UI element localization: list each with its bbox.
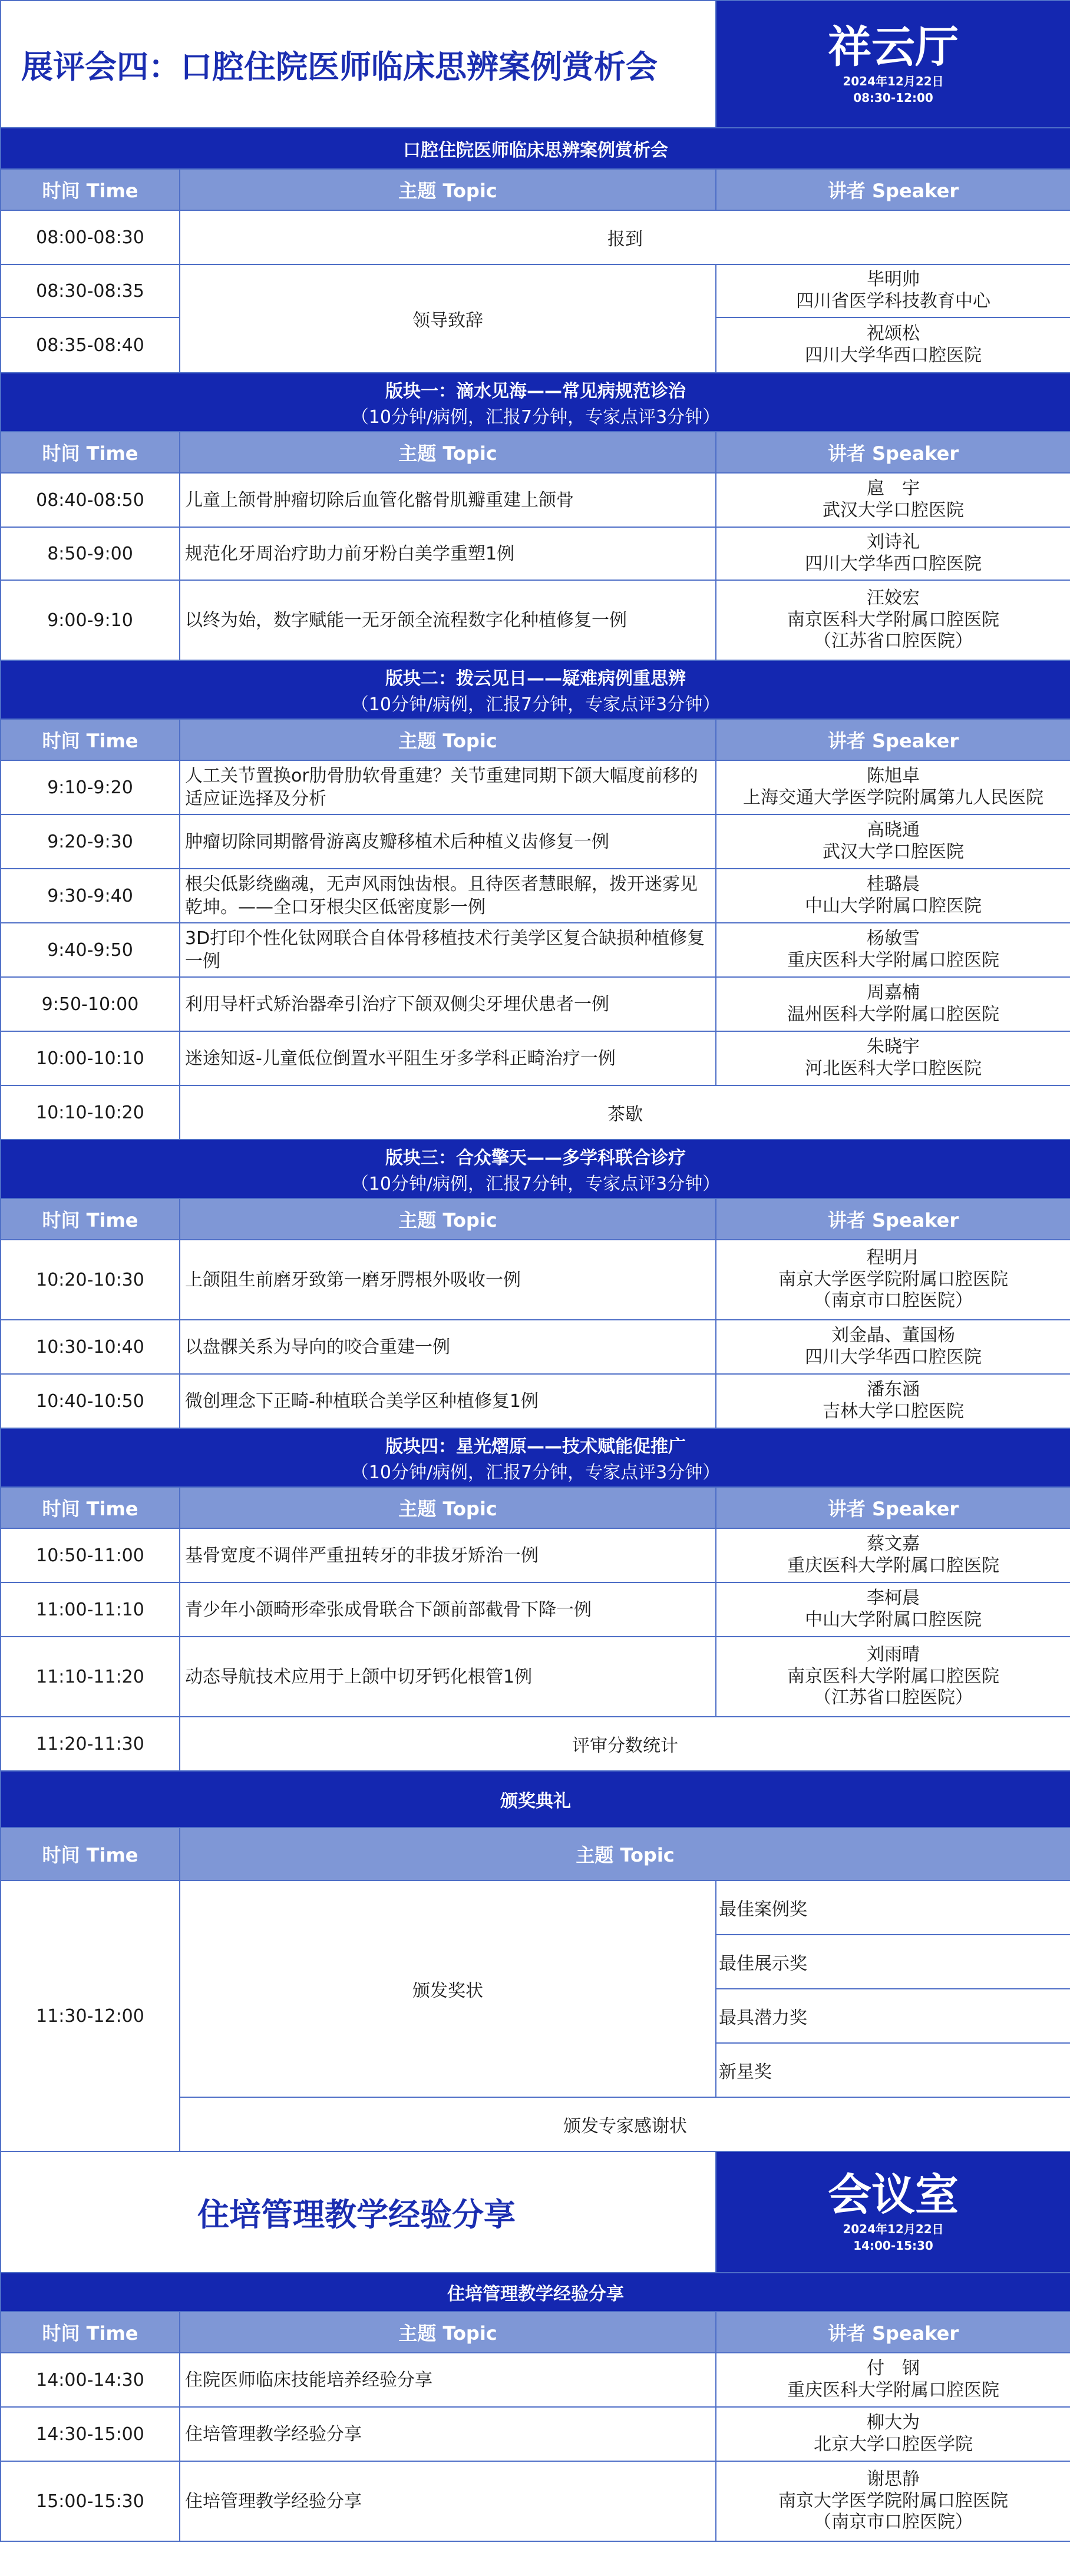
time-cell: 11:00-11:10 xyxy=(1,1582,180,1637)
awards-header-row xyxy=(1,1827,1070,1880)
time-cell: 11:20-11:30 xyxy=(1,1717,180,1771)
speaker-name: 谢思静 xyxy=(867,2469,920,2490)
venue-date: 2024年12月22日 xyxy=(843,74,944,88)
speaker-cell xyxy=(716,1031,1070,1085)
table-row xyxy=(1,869,1070,923)
speaker-affiliation: 吉林大学口腔医院 xyxy=(823,1401,964,1422)
block-2-title xyxy=(1,660,1070,719)
session-a-header xyxy=(1,1,1070,128)
column-header-row xyxy=(1,2312,1070,2353)
time-cell: 15:00-15:30 xyxy=(1,2461,180,2541)
table-row xyxy=(1,814,1070,869)
block-1-title xyxy=(1,373,1070,432)
time-cell: 9:40-9:50 xyxy=(1,923,180,977)
block-3-title xyxy=(1,1140,1070,1198)
speaker-name: 柳大为 xyxy=(867,2412,920,2433)
venue-time: 14:00-15:30 xyxy=(853,2238,933,2253)
award-topic-cell: 颁发奖状 xyxy=(180,1880,716,2097)
table-row xyxy=(1,1031,1070,1085)
table-row xyxy=(1,1085,1070,1140)
certificate-cell: 颁发专家感谢状 xyxy=(180,2097,1070,2151)
time-cell: 08:40-08:50 xyxy=(1,473,180,527)
topic-cell: 动态导航技术应用于上颌中切牙钙化根管1例 xyxy=(180,1637,716,1717)
speaker-cell xyxy=(716,317,1070,373)
topic-cell: 人工关节置换or肋骨肋软骨重建？关节重建同期下颌大幅度前移的适应证选择及分析 xyxy=(180,760,716,814)
speaker-cell xyxy=(716,1637,1070,1717)
session-b-subtitle: 住培管理教学经验分享 xyxy=(1,2273,1070,2312)
time-cell: 10:10-10:20 xyxy=(1,1085,180,1140)
topic-cell: 住院医师临床技能培养经验分享 xyxy=(180,2353,716,2407)
award-item: 最具潜力奖 xyxy=(716,1989,1070,2043)
topic-cell: 利用导杆式矫治器牵引治疗下颌双侧尖牙埋伏患者一例 xyxy=(180,977,716,1031)
time-cell: 10:20-10:30 xyxy=(1,1240,180,1320)
speaker-cell xyxy=(716,869,1070,923)
table-row xyxy=(1,1374,1070,1428)
time-cell: 14:00-14:30 xyxy=(1,2353,180,2407)
table-row xyxy=(1,1320,1070,1374)
speaker-name: 高晓通 xyxy=(867,820,920,841)
time-cell: 9:10-9:20 xyxy=(1,760,180,814)
speaker-name: 汪姣宏 xyxy=(867,588,920,609)
topic-cell: 基骨宽度不调伴严重扭转牙的非拔牙矫治一例 xyxy=(180,1528,716,1582)
speaker-affiliation: 重庆医科大学附属口腔医院 xyxy=(787,2380,999,2400)
topic-cell: 肿瘤切除同期髂骨游离皮瓣移植术后种植义齿修复一例 xyxy=(180,814,716,869)
speaker-affiliation: 温州医科大学附属口腔医院 xyxy=(787,1004,999,1025)
speaker-cell xyxy=(716,814,1070,869)
speaker-affiliation: 南京医科大学附属口腔医院 xyxy=(787,1666,999,1687)
topic-cell: 以终为始，数字赋能一无牙颌全流程数字化种植修复一例 xyxy=(180,580,716,660)
block-4-title xyxy=(1,1428,1070,1487)
venue-name: 会议室 xyxy=(828,2170,959,2221)
column-header-row xyxy=(1,1487,1070,1528)
column-header-row xyxy=(1,719,1070,760)
table-row xyxy=(1,2353,1070,2407)
time-cell: 8:50-9:00 xyxy=(1,527,180,580)
time-header: 时间 Time xyxy=(1,1827,180,1880)
speaker-cell xyxy=(716,580,1070,660)
time-cell: 08:00-08:30 xyxy=(1,210,180,264)
time-cell: 9:00-9:10 xyxy=(1,580,180,660)
time-cell: 10:00-10:10 xyxy=(1,1031,180,1085)
time-cell: 14:30-15:00 xyxy=(1,2407,180,2461)
speaker-name: 祝颂松 xyxy=(867,323,920,345)
block-note: （10分钟/病例，汇报7分钟，专家点评3分钟） xyxy=(351,1462,721,1483)
speaker-cell xyxy=(716,264,1070,317)
column-header-row xyxy=(1,432,1070,473)
time-cell: 10:40-10:50 xyxy=(1,1374,180,1428)
table-row xyxy=(1,1637,1070,1717)
block-title: 版块三：合众擎天——多学科联合诊疗 xyxy=(385,1148,686,1168)
table-row xyxy=(1,977,1070,1031)
block-note: （10分钟/病例，汇报7分钟，专家点评3分钟） xyxy=(351,1174,721,1194)
speaker-affiliation: 重庆医科大学附属口腔医院 xyxy=(787,950,999,971)
topic-cell: 领导致辞 xyxy=(180,264,716,373)
speaker-cell xyxy=(716,760,1070,814)
speaker-affiliation: 上海交通大学医学院附属第九人民医院 xyxy=(743,787,1043,808)
speaker-name: 蔡文嘉 xyxy=(867,1534,920,1555)
venue-name: 祥云厅 xyxy=(828,22,959,73)
speaker-header: 讲者 Speaker xyxy=(716,719,1070,760)
speaker-affiliation: 南京大学医学院附属口腔医院 xyxy=(778,1269,1008,1290)
speaker-name: 付 钢 xyxy=(867,2358,920,2379)
speaker-cell xyxy=(716,1374,1070,1428)
speaker-affiliation-note: （江苏省口腔医院） xyxy=(814,1687,973,1708)
topic-header: 主题 Topic xyxy=(180,1487,716,1528)
break-cell: 茶歇 xyxy=(180,1085,1070,1140)
venue-block xyxy=(716,1,1070,128)
topic-cell: 住培管理教学经验分享 xyxy=(180,2461,716,2541)
speaker-affiliation: 中山大学附属口腔医院 xyxy=(805,896,982,916)
speaker-name: 刘雨晴 xyxy=(867,1644,920,1666)
award-item: 最佳案例奖 xyxy=(716,1880,1070,1935)
table-row xyxy=(1,264,1070,317)
topic-cell: 根尖低影绕幽魂，无声风雨蚀齿根。且待医者慧眼解，拨开迷雾见乾坤。——全口牙根尖区低密度影一例 xyxy=(180,869,716,923)
venue-block xyxy=(716,2151,1070,2273)
table-row xyxy=(1,580,1070,660)
speaker-name: 潘东涵 xyxy=(867,1379,920,1400)
table-row xyxy=(1,1240,1070,1320)
time-header: 时间 Time xyxy=(1,1198,180,1240)
speaker-name: 毕明帅 xyxy=(867,269,920,290)
topic-cell: 微创理念下正畸-种植联合美学区种植修复1例 xyxy=(180,1374,716,1428)
speaker-affiliation: 重庆医科大学附属口腔医院 xyxy=(787,1555,999,1576)
time-cell: 9:50-10:00 xyxy=(1,977,180,1031)
speaker-name: 桂璐晨 xyxy=(867,874,920,895)
speaker-name: 扈 宇 xyxy=(867,478,920,499)
speaker-header: 讲者 Speaker xyxy=(716,2312,1070,2353)
speaker-affiliation-note: （南京市口腔医院） xyxy=(814,2512,973,2533)
speaker-cell xyxy=(716,473,1070,527)
speaker-affiliation: 四川省医学科技教育中心 xyxy=(796,291,990,312)
speaker-header: 讲者 Speaker xyxy=(716,169,1070,210)
session-a-subtitle: 口腔住院医师临床思辨案例赏析会 xyxy=(1,128,1070,169)
speaker-affiliation: 四川大学华西口腔医院 xyxy=(805,554,982,574)
table-row xyxy=(1,760,1070,814)
block-note: （10分钟/病例，汇报7分钟，专家点评3分钟） xyxy=(351,694,721,715)
time-header: 时间 Time xyxy=(1,719,180,760)
speaker-header: 讲者 Speaker xyxy=(716,1487,1070,1528)
time-cell: 10:50-11:00 xyxy=(1,1528,180,1582)
block-title: 版块一：滴水见海——常见病规范诊治 xyxy=(385,381,686,402)
topic-cell: 青少年小颌畸形牵张成骨联合下颌前部截骨下降一例 xyxy=(180,1582,716,1637)
session-a-title: 展评会四：口腔住院医师临床思辨案例赏析会 xyxy=(1,1,716,128)
speaker-name: 朱晓宇 xyxy=(867,1037,920,1058)
speaker-affiliation: 中山大学附属口腔医院 xyxy=(805,1610,982,1630)
table-row xyxy=(1,473,1070,527)
topic-cell: 住培管理教学经验分享 xyxy=(180,2407,716,2461)
speaker-name: 刘金晶、董国杨 xyxy=(831,1325,955,1346)
session-b-header xyxy=(1,2151,1070,2273)
speaker-name: 刘诗礼 xyxy=(867,532,920,553)
speaker-header: 讲者 Speaker xyxy=(716,432,1070,473)
speaker-name: 李柯晨 xyxy=(867,1588,920,1609)
speaker-affiliation: 四川大学华西口腔医院 xyxy=(805,1347,982,1368)
venue-time: 08:30-12:00 xyxy=(853,90,933,105)
topic-header: 主题 Topic xyxy=(180,2312,716,2353)
time-header: 时间 Time xyxy=(1,2312,180,2353)
time-header: 时间 Time xyxy=(1,169,180,210)
speaker-header: 讲者 Speaker xyxy=(716,1198,1070,1240)
session-b-title: 住培管理教学经验分享 xyxy=(1,2151,716,2273)
block-title: 版块二：拨云见日——疑难病例重思辨 xyxy=(385,668,686,689)
speaker-name: 程明月 xyxy=(867,1247,920,1269)
speaker-affiliation-note: （江苏省口腔医院） xyxy=(814,631,973,652)
speaker-affiliation: 南京医科大学附属口腔医院 xyxy=(787,609,999,630)
speaker-affiliation: 武汉大学口腔医院 xyxy=(823,500,964,521)
speaker-cell xyxy=(716,1528,1070,1582)
table-row xyxy=(1,1582,1070,1637)
speaker-affiliation-note: （南京市口腔医院） xyxy=(814,1290,973,1312)
topic-header: 主题 Topic xyxy=(180,432,716,473)
speaker-name: 陈旭卓 xyxy=(867,766,920,787)
table-row xyxy=(1,527,1070,580)
time-cell: 08:30-08:35 xyxy=(1,264,180,317)
topic-header: 主题 Topic xyxy=(180,1827,1070,1880)
topic-cell: 报到 xyxy=(180,210,1070,264)
time-header: 时间 Time xyxy=(1,1487,180,1528)
table-row xyxy=(1,1717,1070,1771)
topic-cell: 规范化牙周治疗助力前牙粉白美学重塑1例 xyxy=(180,527,716,580)
award-row xyxy=(1,1880,1070,1935)
awards-title: 颁奖典礼 xyxy=(1,1771,1070,1827)
speaker-name: 杨敏雪 xyxy=(867,928,920,949)
table-row xyxy=(1,210,1070,264)
award-time-cell: 11:30-12:00 xyxy=(1,1880,180,2151)
time-header: 时间 Time xyxy=(1,432,180,473)
speaker-affiliation: 武汉大学口腔医院 xyxy=(823,842,964,862)
topic-cell: 儿童上颌骨肿瘤切除后血管化髂骨肌瓣重建上颌骨 xyxy=(180,473,716,527)
table-row xyxy=(1,2461,1070,2541)
time-cell: 10:30-10:40 xyxy=(1,1320,180,1374)
speaker-name: 周嘉楠 xyxy=(867,982,920,1004)
time-cell: 9:30-9:40 xyxy=(1,869,180,923)
table-row xyxy=(1,2407,1070,2461)
speaker-cell xyxy=(716,1582,1070,1637)
topic-header: 主题 Topic xyxy=(180,719,716,760)
speaker-cell xyxy=(716,1240,1070,1320)
speaker-affiliation: 河北医科大学口腔医院 xyxy=(805,1058,982,1079)
speaker-cell xyxy=(716,2407,1070,2461)
scoring-cell: 评审分数统计 xyxy=(180,1717,1070,1771)
speaker-cell xyxy=(716,923,1070,977)
topic-header: 主题 Topic xyxy=(180,1198,716,1240)
speaker-affiliation: 南京大学医学院附属口腔医院 xyxy=(778,2490,1008,2511)
topic-cell: 迷途知返-儿童低位倒置水平阻生牙多学科正畸治疗一例 xyxy=(180,1031,716,1085)
topic-cell: 上颌阻生前磨牙致第一磨牙腭根外吸收一例 xyxy=(180,1240,716,1320)
speaker-cell xyxy=(716,1320,1070,1374)
table-row xyxy=(1,923,1070,977)
block-note: （10分钟/病例，汇报7分钟，专家点评3分钟） xyxy=(351,407,721,428)
award-item: 新星奖 xyxy=(716,2043,1070,2097)
column-header-row xyxy=(1,169,1070,210)
table-row xyxy=(1,1528,1070,1582)
speaker-cell xyxy=(716,977,1070,1031)
speaker-affiliation: 四川大学华西口腔医院 xyxy=(805,345,982,366)
time-cell: 11:10-11:20 xyxy=(1,1637,180,1717)
time-cell: 9:20-9:30 xyxy=(1,814,180,869)
block-title: 版块四：星光熠原——技术赋能促推广 xyxy=(385,1436,686,1457)
topic-cell: 以盘髁关系为导向的咬合重建一例 xyxy=(180,1320,716,1374)
venue-date: 2024年12月22日 xyxy=(843,2221,944,2236)
speaker-cell xyxy=(716,2353,1070,2407)
speaker-cell xyxy=(716,527,1070,580)
column-header-row xyxy=(1,1198,1070,1240)
topic-header: 主题 Topic xyxy=(180,169,716,210)
speaker-cell xyxy=(716,2461,1070,2541)
speaker-affiliation: 北京大学口腔医学院 xyxy=(814,2434,973,2455)
topic-cell: 3D打印个性化钛网联合自体骨移植技术行美学区复合缺损种植修复一例 xyxy=(180,923,716,977)
award-item: 最佳展示奖 xyxy=(716,1935,1070,1989)
time-cell: 08:35-08:40 xyxy=(1,317,180,373)
